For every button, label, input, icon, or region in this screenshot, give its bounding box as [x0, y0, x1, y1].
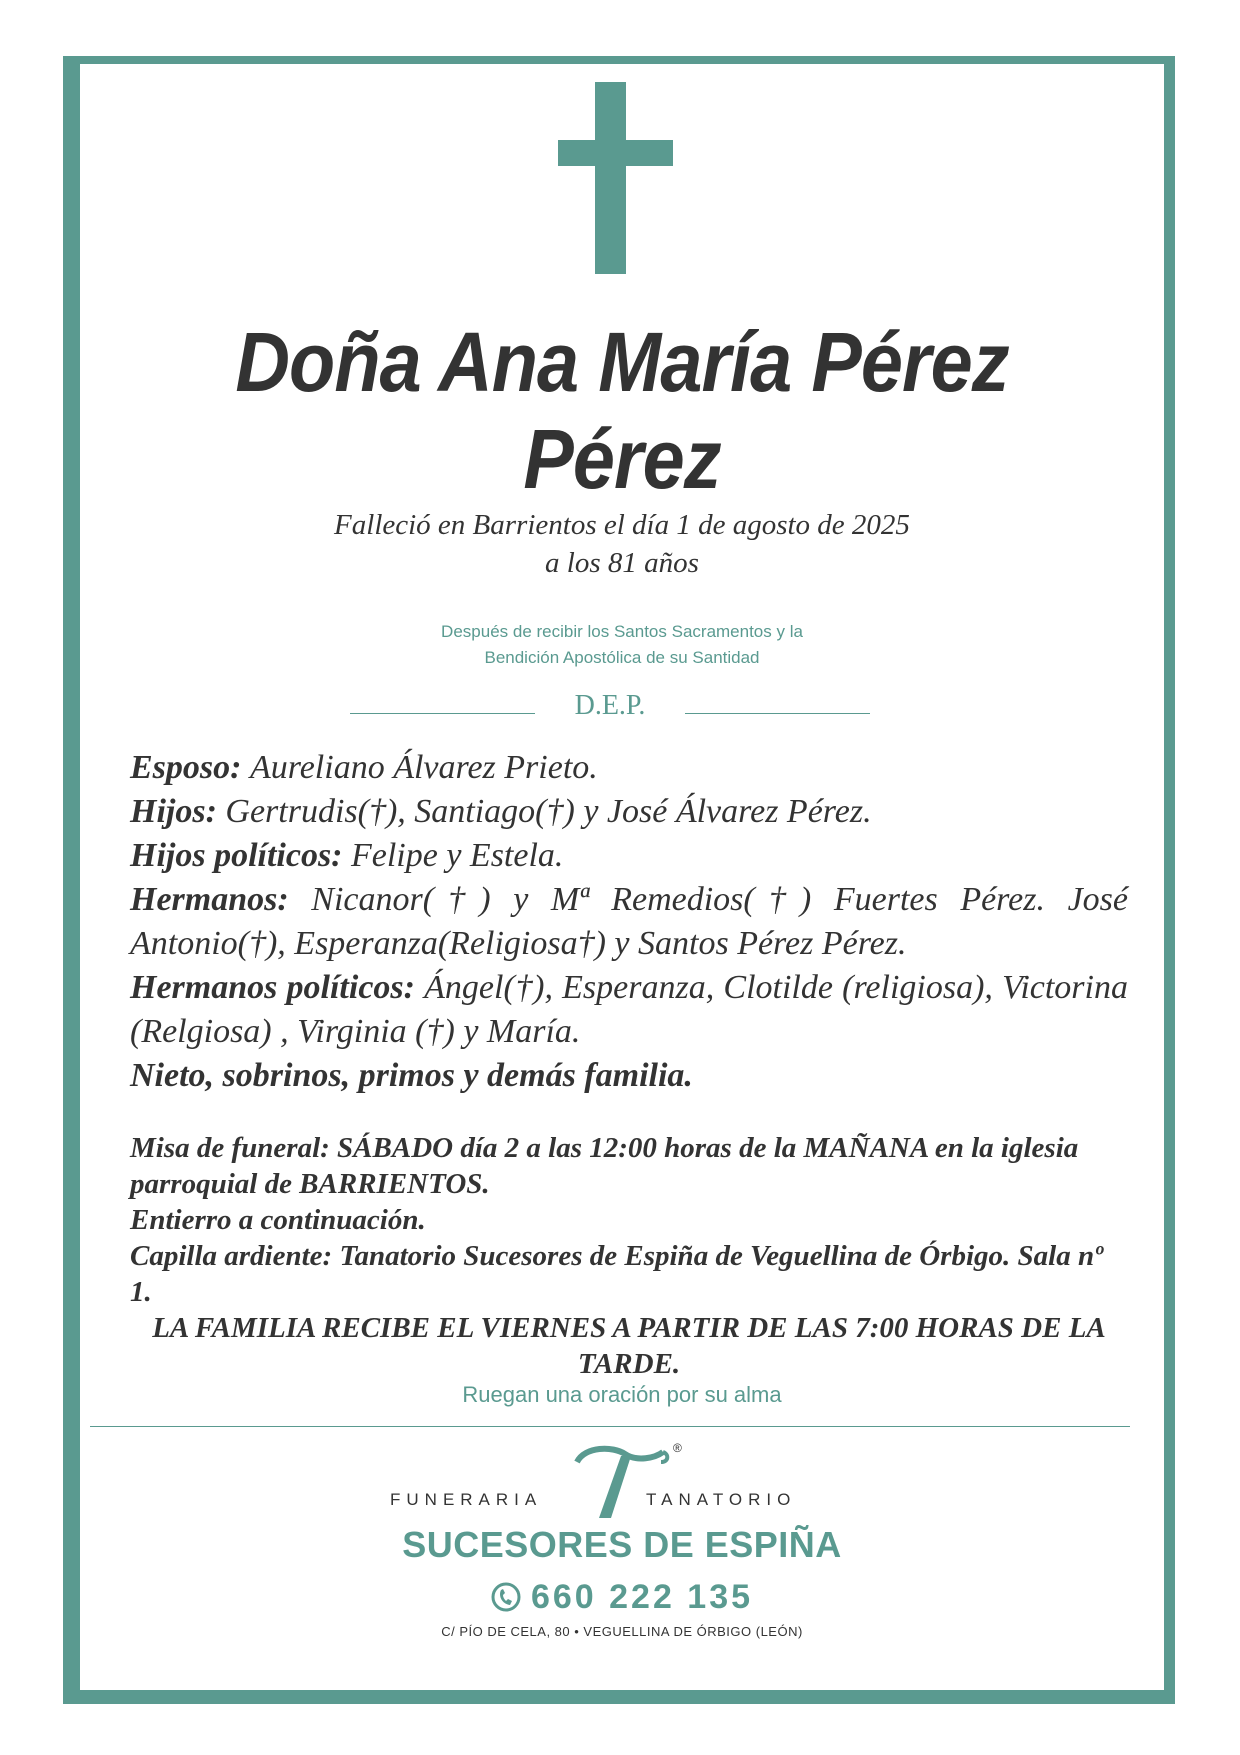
family-label: Hijos políticos:: [130, 837, 343, 874]
prayer-request: Ruegan una oración por su alma: [462, 1382, 782, 1407]
sacraments-line-2: Bendición Apostólica de su Santidad: [484, 648, 760, 667]
family-label: Esposo:: [130, 749, 242, 786]
brand-name: SUCESORES DE ESPIÑA: [402, 1524, 842, 1565]
family-item: [130, 790, 1128, 834]
family-item: [130, 834, 1128, 878]
family-list: [130, 746, 1128, 1098]
service-info: [130, 1130, 1128, 1382]
tanatorio-label: TANATORIO: [646, 1490, 797, 1509]
dep-label: D.E.P.: [574, 690, 646, 721]
family-closing: Nieto, sobrinos, primos y demás familia.: [130, 1057, 693, 1094]
chapel: Capilla ardiente: Tanatorio Sucesores de Espiña de Veguellina de Órbigo. Sala nº 1.: [130, 1240, 1103, 1308]
age-line: a los 81 años: [545, 547, 699, 579]
footer-divider: [90, 1426, 1130, 1427]
family-label: Hijos:: [130, 793, 217, 830]
burial: Entierro a continuación.: [130, 1204, 426, 1236]
family-item: [130, 878, 1128, 966]
family-text: Ángel(†), Esperanza, Clotilde (religiosa), Victorina (Relgiosa) , Virginia (†) y María.: [130, 969, 1128, 1050]
death-line: Falleció en Barrientos el día 1 de agosto de 2025: [334, 509, 910, 541]
family-item: [130, 966, 1128, 1054]
sacraments-line-1: Después de recibir los Santos Sacramentos y la: [441, 622, 803, 641]
family-text: Gertrudis(†), Santiago(†) y José Álvarez Pérez.: [225, 793, 872, 830]
phone-row: [80, 1578, 1164, 1617]
phone-icon: [491, 1582, 521, 1612]
registered-mark: ®: [673, 1441, 682, 1455]
family-reception: LA FAMILIA RECIBE EL VIERNES A PARTIR DE LAS 7:00 HORAS DE LA TARDE.: [152, 1312, 1106, 1380]
funeraria-label: FUNERARIA: [390, 1490, 543, 1509]
sacraments-note: [80, 619, 1164, 671]
family-text: Felipe y Estela.: [351, 837, 564, 874]
address: C/ PÍO DE CELA, 80 • VEGUELLINA DE ÓRBIGO (LEÓN): [441, 1624, 803, 1639]
family-item: [130, 746, 1128, 790]
family-label: Hermanos políticos:: [130, 969, 415, 1006]
funeral-mass: Misa de funeral: SÁBADO día 2 a las 12:00 horas de la MAÑANA en la iglesia parroquial de BARRIENTOS.: [130, 1132, 1079, 1200]
family-text: Nicanor(†) y Mª Remedios(†) Fuertes Pérez. José Antonio(†), Esperanza(Religiosa†) y Santos Pérez Pérez.: [130, 881, 1128, 962]
phone-number: 660 222 135: [530, 1578, 754, 1616]
deceased-name: Doña Ana María Pérez Pérez: [235, 315, 1009, 506]
family-text: Aureliano Álvarez Prieto.: [249, 749, 598, 786]
death-notice: [80, 506, 1164, 582]
dep-divider: [350, 690, 870, 730]
family-label: Hermanos:: [130, 881, 289, 918]
